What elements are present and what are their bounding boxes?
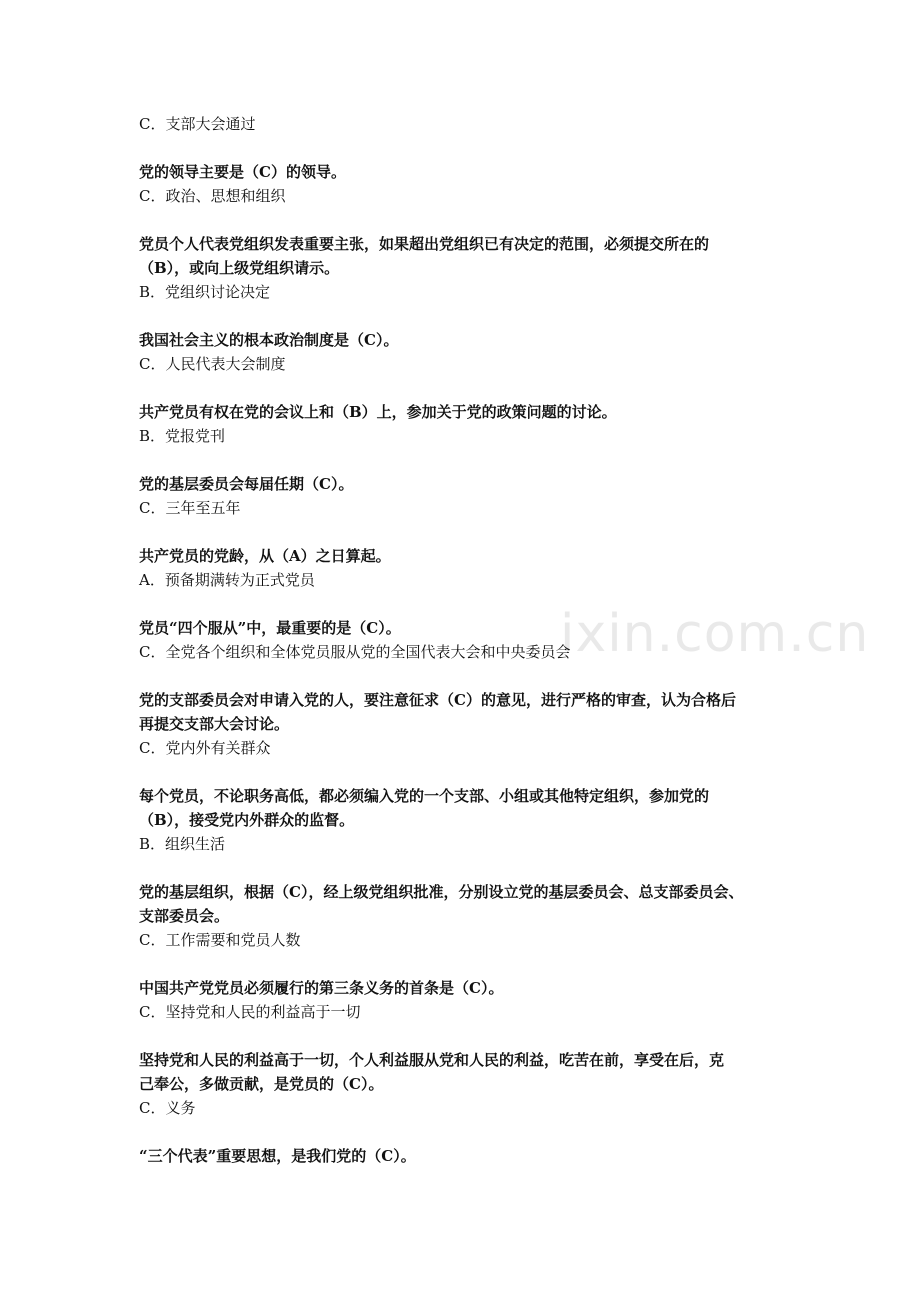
question-text: 支部委员会。 [139,907,230,925]
question-text: 我国社会主义的根本政治制度是（C）。 [139,331,399,349]
document-content [139,112,799,1192]
question-item [139,616,799,664]
question-text: 己奉公，多做贡献，是党员的（C）。 [139,1075,384,1093]
question-list [139,160,799,1168]
question-item [139,544,799,592]
question-item [139,160,799,208]
question-text: 党的支部委员会对申请入党的人，要注意征求（C）的意见，进行严格的审查，认为合格后 [139,691,736,709]
question-text: 党的领导主要是（C）的领导。 [139,163,346,181]
answer-text: B．组织生活 [139,835,226,853]
answer-text: C．支部大会通过 [139,115,256,133]
question-text: 党的基层委员会每届任期（C）。 [139,475,354,493]
answer-text: C．坚持党和人民的利益高于一切 [139,1003,361,1021]
answer-text: C．三年至五年 [139,499,241,517]
question-item [139,328,799,376]
question-text: “三个代表”重要思想，是我们党的（C）。 [139,1147,416,1165]
answer-text: C．义务 [139,1099,196,1117]
question-item [139,784,799,856]
question-text: 共产党员有权在党的会议上和（B）上，参加关于党的政策问题的讨论。 [139,403,617,421]
question-item [139,880,799,952]
question-text: （B），或向上级党组织请示。 [139,259,340,277]
question-item [139,1048,799,1120]
question-item [139,688,799,760]
question-text: 再提交支部大会讨论。 [139,715,290,733]
answer-text: C．政治、思想和组织 [139,187,286,205]
question-text: 党员个人代表党组织发表重要主张，如果超出党组织已有决定的范围，必须提交所在的 [139,235,710,253]
watermark: ixin.com.cn [560,604,870,664]
answer-text: B．党报党刊 [139,427,226,445]
question-text: 党的基层组织，根据（C），经上级党组织批准，分别设立党的基层委员会、总支部委员会、 [139,883,744,901]
answer-text: C．人民代表大会制度 [139,355,286,373]
answer-text: A．预备期满转为正式党员 [139,571,315,589]
answer-text: C．全党各个组织和全体党员服从党的全国代表大会和中央委员会 [139,643,571,661]
question-item [139,976,799,1024]
question-text: 中国共产党党员必须履行的第三条义务的首条是（C）。 [139,979,504,997]
question-text: 党员“四个服从”中，最重要的是（C）。 [139,619,401,637]
question-item [139,1144,799,1168]
answer-text: C．工作需要和党员人数 [139,931,301,949]
question-item [139,232,799,304]
answer-text: C．党内外有关群众 [139,739,271,757]
question-item [139,472,799,520]
question-text: 坚持党和人民的利益高于一切，个人利益服从党和人民的利益，吃苦在前，享受在后，克 [139,1051,725,1069]
question-text: 每个党员，不论职务高低，都必须编入党的一个支部、小组或其他特定组织，参加党的 [139,787,710,805]
answer-text: B．党组织讨论决定 [139,283,271,301]
question-text: （B），接受党内外群众的监督。 [139,811,355,829]
question-item [139,400,799,448]
question-text: 共产党员的党龄，从（A）之日算起。 [139,547,391,565]
